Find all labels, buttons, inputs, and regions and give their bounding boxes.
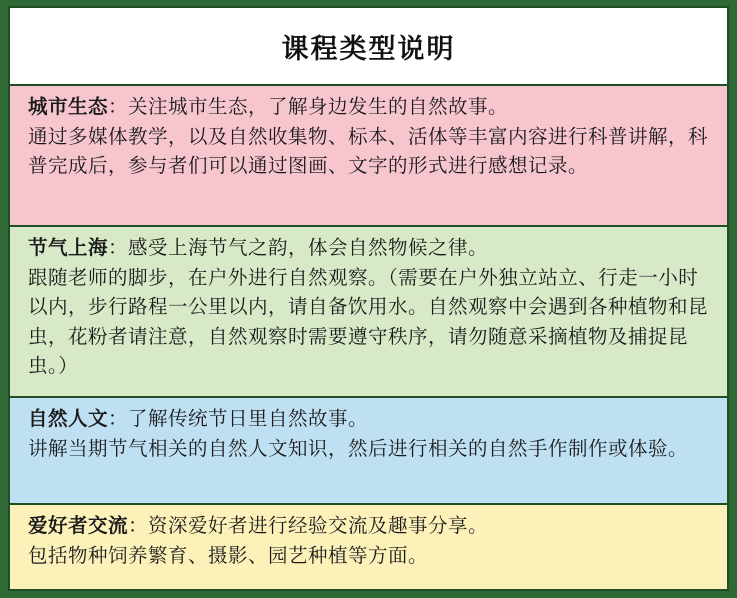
section-summary: 爱好者交流：资深爱好者进行经验交流及趣事分享。 bbox=[28, 514, 489, 537]
section-detail: 包括物种饲养繁育、摄影、园艺种植等方面。 bbox=[28, 543, 429, 567]
section-summary-text: 资深爱好者进行经验交流及趣事分享。 bbox=[148, 514, 489, 537]
section-heading: 爱好者交流 bbox=[28, 514, 129, 537]
section-summary-text: 感受上海节气之韵，体会自然物候之律。 bbox=[128, 236, 489, 259]
section-summary-text: 关注城市生态，了解身边发生的自然故事。 bbox=[128, 95, 509, 118]
section-summary-text: 了解传统节日里自然故事。 bbox=[128, 407, 369, 430]
section-heading: 自然人文 bbox=[28, 407, 109, 430]
section-detail: 通过多媒体教学，以及自然收集物、标本、活体等丰富内容进行科普讲解，科普完成后，参与者们可以通过图画、文字的形式进行感想记录。 bbox=[28, 124, 709, 177]
section-detail: 跟随老师的脚步，在户外进行自然观察。（需要在户外独立站立、行走一小时以内，步行路程一公里以内，请自备饮用水。自然观察中会遇到各种植物和昆虫，花粉者请注意，自然观察时需要遵守秩序，请勿随意采摘植物及捕捉昆虫。） bbox=[28, 265, 709, 377]
section-heading: 城市生态 bbox=[28, 95, 109, 118]
section-summary: 自然人文：了解传统节日里自然故事。 bbox=[28, 407, 369, 430]
page-title: 课程类型说明 bbox=[10, 8, 727, 86]
section-detail: 讲解当期节气相关的自然人文知识，然后进行相关的自然手作制作或体验。 bbox=[28, 436, 689, 460]
section-city-ecology bbox=[10, 86, 727, 227]
section-nature-humanities bbox=[10, 398, 727, 505]
section-summary: 节气上海：感受上海节气之韵，体会自然物候之律。 bbox=[28, 236, 489, 259]
section-summary: 城市生态：关注城市生态，了解身边发生的自然故事。 bbox=[28, 95, 509, 118]
course-type-board bbox=[8, 6, 729, 591]
section-solar-terms-shanghai bbox=[10, 227, 727, 398]
section-heading: 节气上海 bbox=[28, 236, 109, 259]
section-enthusiast-exchange bbox=[10, 505, 727, 589]
